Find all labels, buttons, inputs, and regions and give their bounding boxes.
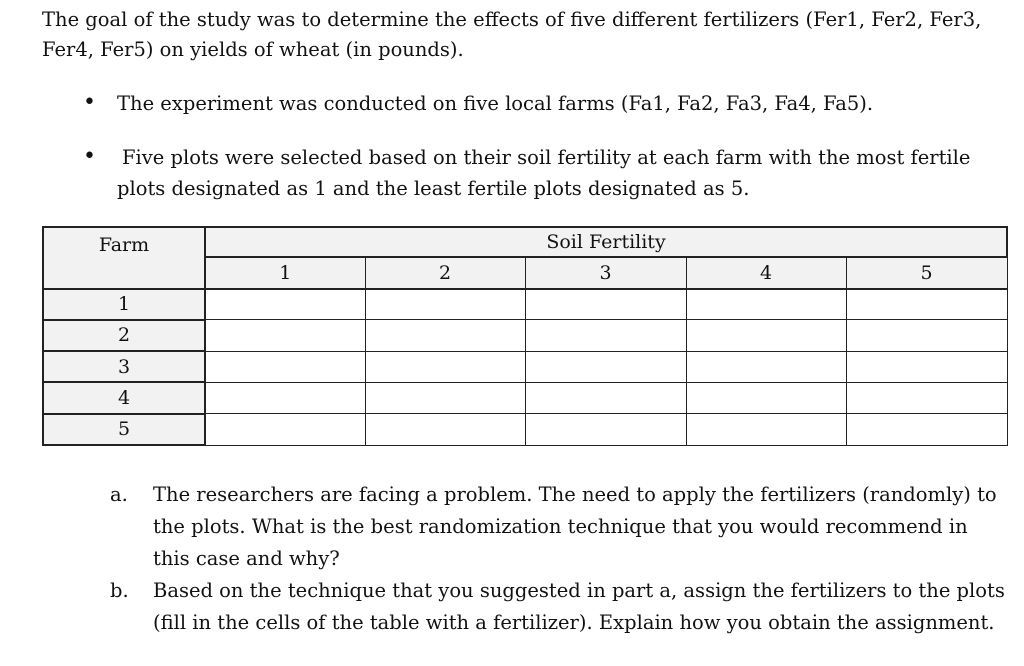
assignment-cell[interactable] <box>205 351 365 382</box>
assignment-cell[interactable] <box>365 382 525 413</box>
assignment-cell[interactable] <box>525 414 686 445</box>
farm-header: Farm <box>43 227 205 289</box>
assignment-cell[interactable] <box>525 382 686 413</box>
assignment-cell[interactable] <box>686 320 846 351</box>
bullet-dot-icon: • <box>83 90 96 115</box>
bullet-dot-icon: • <box>83 144 96 169</box>
assignment-cell[interactable] <box>525 289 686 320</box>
farm-row-header: 4 <box>43 382 205 413</box>
question-a <box>110 479 1010 575</box>
soil-fertility-header: Soil Fertility <box>205 227 1007 257</box>
assignment-cell[interactable] <box>365 320 525 351</box>
assignment-cell[interactable] <box>525 320 686 351</box>
assignment-cell[interactable] <box>846 289 1007 320</box>
fertility-column-header: 1 <box>205 257 365 288</box>
fertility-column-header: 4 <box>686 257 846 288</box>
bullet-text: Five plots were selected based on their soil fertility at each farm with the most fertile plots designated as 1 and the least fertile plots designated as 5. <box>117 146 971 200</box>
bullet-text: The experiment was conducted on five local farms (Fa1, Fa2, Fa3, Fa4, Fa5). <box>117 92 874 115</box>
assignment-cell[interactable] <box>686 351 846 382</box>
assignment-cell[interactable] <box>205 289 365 320</box>
intro-paragraph: The goal of the study was to determine the effects of five different fertilizers (Fer1, Fer2, Fer3, Fer4, Fer5) on yields of wheat (in pounds). <box>42 8 982 61</box>
assignment-cell[interactable] <box>205 414 365 445</box>
question-b <box>110 575 1010 639</box>
table-row <box>43 351 1007 382</box>
fertility-column-header: 2 <box>365 257 525 288</box>
table-row <box>43 382 1007 413</box>
table-row <box>43 289 1007 320</box>
question-letter: b. <box>110 579 129 602</box>
assignment-cell[interactable] <box>365 414 525 445</box>
assignment-cell[interactable] <box>365 351 525 382</box>
fertility-column-header: 5 <box>846 257 1007 288</box>
assignment-cell[interactable] <box>205 320 365 351</box>
assignment-cell[interactable] <box>686 382 846 413</box>
table-row <box>43 414 1007 445</box>
question-text: The researchers are facing a problem. The need to apply the fertilizers (randomly) to the plots. What is the best randomization technique that you would recommend in this case and why? <box>153 483 997 570</box>
assignment-cell[interactable] <box>686 414 846 445</box>
farm-row-header: 3 <box>43 351 205 382</box>
fertility-column-header: 3 <box>525 257 686 288</box>
assignment-cell[interactable] <box>205 382 365 413</box>
questions-list <box>110 479 1010 639</box>
assignment-cell[interactable] <box>846 320 1007 351</box>
assignment-cell[interactable] <box>846 351 1007 382</box>
assignment-cell[interactable] <box>365 289 525 320</box>
farm-row-header: 5 <box>43 414 205 445</box>
fertilizer-assignment-table <box>42 226 1008 446</box>
farm-row-header: 2 <box>43 320 205 351</box>
question-text: Based on the technique that you suggested in part a, assign the fertilizers to the plots (fill in the cells of the table with a fertilizer). Explain how you obtain the assignment. <box>153 579 1005 634</box>
assignment-cell[interactable] <box>686 289 846 320</box>
question-letter: a. <box>110 483 128 506</box>
assignment-cell[interactable] <box>846 382 1007 413</box>
assignment-cell[interactable] <box>525 351 686 382</box>
assignment-cell[interactable] <box>846 414 1007 445</box>
farm-row-header: 1 <box>43 289 205 320</box>
table-row <box>43 320 1007 351</box>
